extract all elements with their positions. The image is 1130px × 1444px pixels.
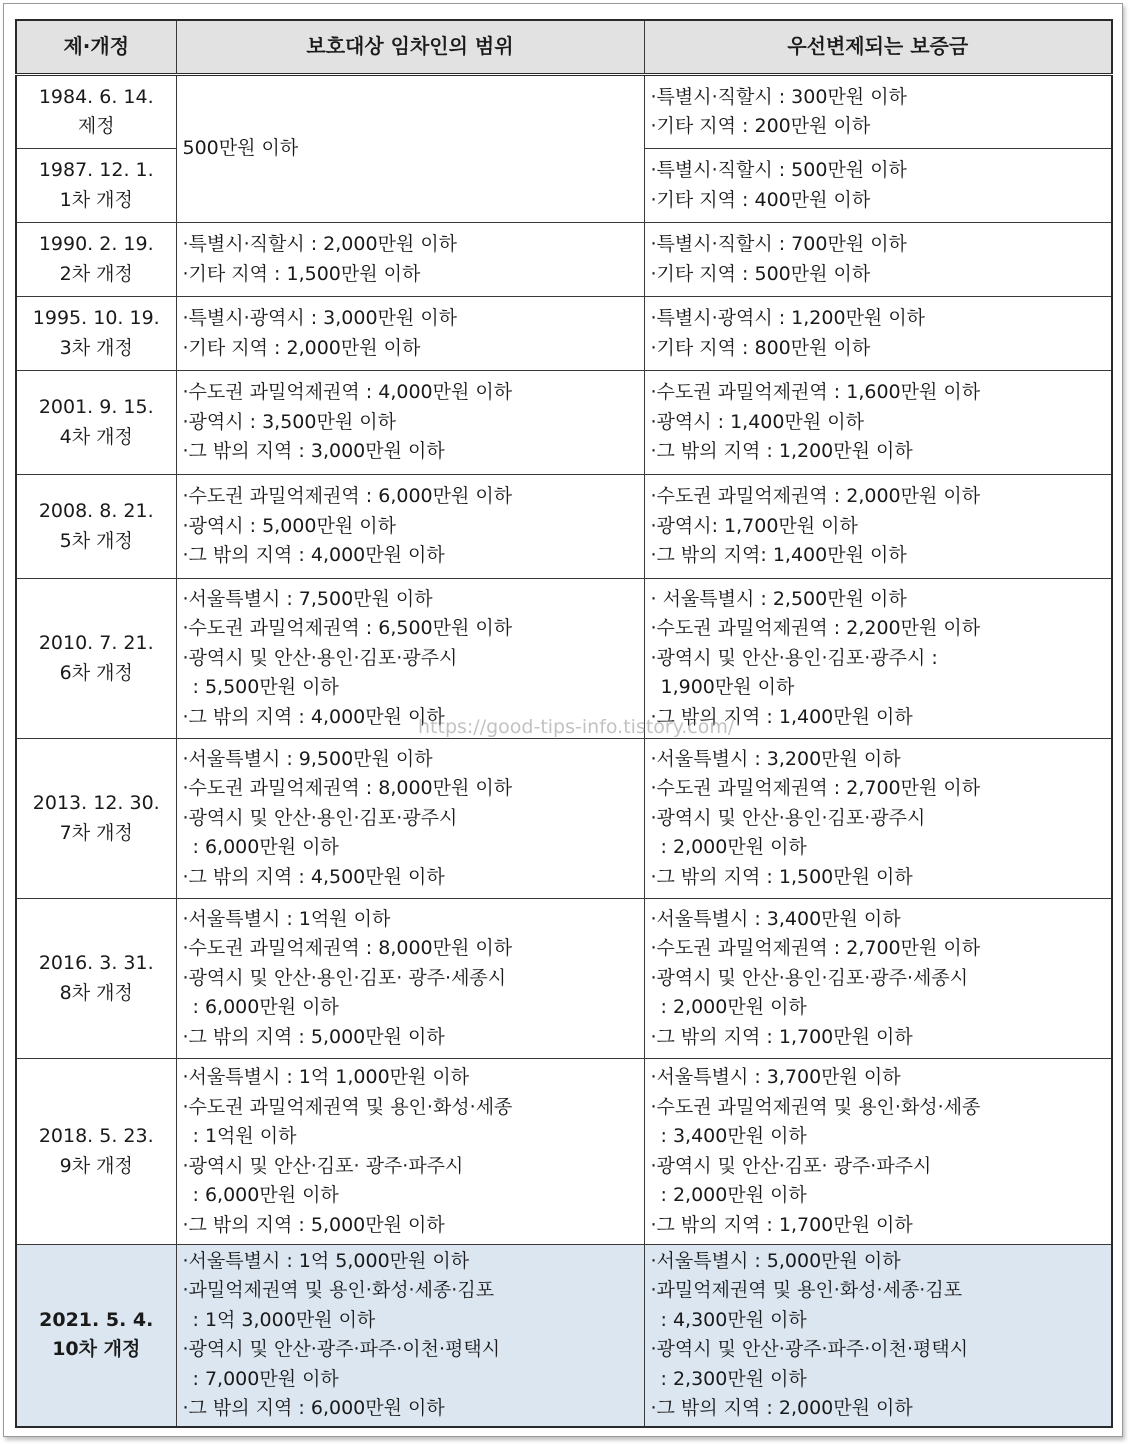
revision-label: 5차 개정 bbox=[59, 529, 133, 552]
protected-range-cell bbox=[176, 899, 644, 1059]
priority-deposit-line: 1,900만원 이하 bbox=[660, 676, 795, 699]
revision-date: 2013. 12. 30. bbox=[32, 792, 160, 814]
revision-date: 1995. 10. 19. bbox=[32, 307, 160, 329]
revision-date-cell bbox=[16, 371, 176, 475]
revision-label: 8차 개정 bbox=[59, 981, 133, 1004]
priority-deposit-cell bbox=[644, 223, 1112, 297]
protected-range-line: ·기타 지역 : 1,500만원 이하 bbox=[182, 262, 421, 285]
protected-range-line: : 6,000만원 이하 bbox=[192, 836, 339, 859]
priority-deposit-line: ·그 밖의 지역 : 1,400만원 이하 bbox=[650, 705, 913, 728]
priority-deposit-line: ·광역시 : 1,400만원 이하 bbox=[650, 410, 864, 433]
revision-date-cell bbox=[16, 223, 176, 297]
priority-deposit-cell bbox=[644, 149, 1112, 223]
priority-deposit-line: ·특별시·광역시 : 1,200만원 이하 bbox=[650, 307, 926, 329]
priority-deposit-line: ·그 밖의 지역 : 1,700만원 이하 bbox=[650, 1213, 913, 1236]
priority-deposit-line: ·광역시 및 안산·용인·김포·광주·세종시 bbox=[650, 966, 969, 989]
protected-range-line: ·그 밖의 지역 : 5,000만원 이하 bbox=[182, 1213, 445, 1236]
protected-range-line: ·수도권 과밀억제권역 : 4,000만원 이하 bbox=[182, 381, 513, 404]
header-protected-tenant-range: 보호대상 임차인의 범위 bbox=[176, 20, 644, 75]
table-row bbox=[16, 899, 1112, 1059]
protected-range-line: ·수도권 과밀억제권역 : 8,000만원 이하 bbox=[182, 777, 513, 800]
priority-deposit-line: ·수도권 과밀억제권역 : 2,700만원 이하 bbox=[650, 937, 981, 960]
protected-range-line: : 1억원 이하 bbox=[192, 1125, 297, 1147]
table-row bbox=[16, 475, 1112, 579]
priority-deposit-line: : 2,000만원 이하 bbox=[660, 836, 807, 859]
revision-label: 7차 개정 bbox=[59, 821, 133, 844]
revision-label: 6차 개정 bbox=[59, 661, 133, 684]
priority-deposit-line: ·그 밖의 지역 : 2,000만원 이하 bbox=[650, 1397, 913, 1420]
protected-range-line: : 1억 3,000만원 이하 bbox=[192, 1308, 376, 1331]
protected-range-line: ·서울특별시 : 9,500만원 이하 bbox=[182, 747, 433, 770]
priority-deposit-line: ·수도권 과밀억제권역 : 2,200만원 이하 bbox=[650, 617, 981, 640]
priority-deposit-line: ·서울특별시 : 3,400만원 이하 bbox=[650, 907, 901, 930]
revision-label: 3차 개정 bbox=[59, 336, 133, 359]
priority-deposit-line: : 3,400만원 이하 bbox=[660, 1125, 807, 1147]
priority-deposit-cell bbox=[644, 579, 1112, 739]
protected-range-line: : 6,000만원 이하 bbox=[192, 1184, 339, 1206]
protected-range-line: ·수도권 과밀억제권역 : 6,500만원 이하 bbox=[182, 617, 513, 640]
revision-date: 2001. 9. 15. bbox=[38, 396, 154, 418]
header-revision: 제·개정 bbox=[16, 20, 176, 75]
document-frame bbox=[3, 3, 1123, 1437]
protected-range-line: ·기타 지역 : 2,000만원 이하 bbox=[182, 336, 421, 359]
protected-range-line: : 7,000만원 이하 bbox=[192, 1367, 339, 1390]
revision-label: 4차 개정 bbox=[59, 425, 133, 448]
protected-range-line: ·특별시·직할시 : 2,000만원 이하 bbox=[182, 233, 458, 255]
priority-deposit-line: ·광역시 및 안산·용인·김포·광주시 : bbox=[650, 646, 938, 669]
watermark-url: https://good-tips-info.tistory.com/ bbox=[418, 716, 735, 738]
revision-date-cell bbox=[16, 739, 176, 899]
protected-range-cell bbox=[176, 223, 644, 297]
table-row bbox=[16, 371, 1112, 475]
protected-range-line: ·광역시 및 안산·김포· 광주·파주시 bbox=[182, 1154, 464, 1177]
priority-deposit-line: ·수도권 과밀억제권역 : 2,000만원 이하 bbox=[650, 485, 981, 508]
table-header-row bbox=[16, 20, 1112, 75]
protected-range-line: ·그 밖의 지역 : 5,000만원 이하 bbox=[182, 1025, 445, 1048]
priority-deposit-line: ·기타 지역 : 400만원 이하 bbox=[650, 188, 871, 211]
priority-deposit-cell bbox=[644, 475, 1112, 579]
protected-range-line: ·서울특별시 : 1억원 이하 bbox=[182, 907, 391, 930]
priority-deposit-line: : 4,300만원 이하 bbox=[660, 1308, 807, 1331]
protected-range-line: ·과밀억제권역 및 용인·화성·세종·김포 bbox=[182, 1279, 495, 1302]
protected-range-cell bbox=[176, 579, 644, 739]
revision-date-cell bbox=[16, 149, 176, 223]
priority-deposit-line: ·수도권 과밀억제권역 : 1,600만원 이하 bbox=[650, 381, 981, 404]
table-row bbox=[16, 579, 1112, 739]
protected-range-cell bbox=[176, 371, 644, 475]
protected-range-cell bbox=[176, 739, 644, 899]
priority-deposit-cell bbox=[644, 739, 1112, 899]
table-row bbox=[16, 1059, 1112, 1245]
protected-range-line: : 6,000만원 이하 bbox=[192, 996, 339, 1019]
priority-deposit-cell bbox=[644, 899, 1112, 1059]
revision-date: 1987. 12. 1. bbox=[38, 159, 154, 181]
revision-date-cell bbox=[16, 475, 176, 579]
header-priority-deposit: 우선변제되는 보증금 bbox=[644, 20, 1112, 75]
priority-deposit-line: ·그 밖의 지역 : 1,500만원 이하 bbox=[650, 865, 913, 888]
priority-deposit-cell bbox=[644, 75, 1112, 149]
priority-deposit-line: : 2,300만원 이하 bbox=[660, 1367, 807, 1390]
protected-range-line: ·광역시 : 5,000만원 이하 bbox=[182, 514, 396, 537]
revision-date: 2010. 7. 21. bbox=[38, 632, 154, 654]
priority-deposit-line: ·수도권 과밀억제권역 : 2,700만원 이하 bbox=[650, 777, 981, 800]
revision-date: 1984. 6. 14. bbox=[38, 85, 154, 108]
priority-deposit-cell bbox=[644, 297, 1112, 371]
protected-range-line: ·그 밖의 지역 : 4,500만원 이하 bbox=[182, 865, 445, 888]
protected-range-cell bbox=[176, 475, 644, 579]
protected-range-line: 500만원 이하 bbox=[182, 137, 299, 160]
table-row bbox=[16, 1245, 1112, 1427]
priority-deposit-line: ·기타 지역 : 500만원 이하 bbox=[650, 262, 871, 285]
priority-deposit-line: ·광역시 및 안산·광주·파주·이천·평택시 bbox=[650, 1338, 969, 1361]
revision-date: 2008. 8. 21. bbox=[38, 500, 154, 522]
priority-deposit-line: ·과밀억제권역 및 용인·화성·세종·김포 bbox=[650, 1279, 963, 1302]
protected-range-line: ·수도권 과밀억제권역 : 8,000만원 이하 bbox=[182, 937, 513, 960]
lease-protection-table bbox=[15, 19, 1113, 1428]
protected-range-line: ·그 밖의 지역 : 4,000만원 이하 bbox=[182, 544, 445, 567]
revision-label: 1차 개정 bbox=[59, 188, 133, 211]
priority-deposit-line: ·서울특별시 : 3,200만원 이하 bbox=[650, 747, 901, 770]
revision-date: 2018. 5. 23. bbox=[38, 1125, 154, 1147]
revision-date-cell bbox=[16, 297, 176, 371]
revision-label: 2차 개정 bbox=[59, 262, 133, 285]
protected-range-line: : 5,500만원 이하 bbox=[192, 676, 339, 699]
protected-range-cell bbox=[176, 75, 644, 223]
protected-range-line: ·광역시 및 안산·용인·김포·광주시 bbox=[182, 806, 458, 829]
priority-deposit-line: ·그 밖의 지역: 1,400만원 이하 bbox=[650, 544, 907, 567]
table-row bbox=[16, 739, 1112, 899]
protected-range-cell bbox=[176, 1245, 644, 1427]
revision-date-cell bbox=[16, 1245, 176, 1427]
priority-deposit-line: ·광역시 및 안산·용인·김포·광주시 bbox=[650, 806, 926, 829]
priority-deposit-line: ·기타 지역 : 200만원 이하 bbox=[650, 115, 871, 137]
priority-deposit-line: ·기타 지역 : 800만원 이하 bbox=[650, 336, 871, 359]
protected-range-line: ·그 밖의 지역 : 3,000만원 이하 bbox=[182, 440, 445, 463]
revision-date-cell bbox=[16, 1059, 176, 1245]
revision-date-cell bbox=[16, 75, 176, 149]
priority-deposit-line: ·수도권 과밀억제권역 및 용인·화성·세종 bbox=[650, 1095, 981, 1118]
protected-range-line: ·광역시 및 안산·용인·김포· 광주·세종시 bbox=[182, 966, 507, 989]
protected-range-line: ·광역시 및 안산·광주·파주·이천·평택시 bbox=[182, 1338, 501, 1361]
protected-range-line: ·그 밖의 지역 : 6,000만원 이하 bbox=[182, 1397, 445, 1420]
priority-deposit-line: ·서울특별시 : 3,700만원 이하 bbox=[650, 1066, 901, 1088]
priority-deposit-line: : 2,000만원 이하 bbox=[660, 1184, 807, 1206]
protected-range-line: ·수도권 과밀억제권역 및 용인·화성·세종 bbox=[182, 1095, 513, 1118]
table-row bbox=[16, 75, 1112, 149]
revision-label: 10차 개정 bbox=[52, 1338, 141, 1361]
table-row bbox=[16, 223, 1112, 297]
protected-range-line: ·서울특별시 : 1억 5,000만원 이하 bbox=[182, 1249, 470, 1272]
revision-date-cell bbox=[16, 899, 176, 1059]
priority-deposit-line: ·광역시: 1,700만원 이하 bbox=[650, 514, 858, 537]
protected-range-line: ·서울특별시 : 1억 1,000만원 이하 bbox=[182, 1066, 470, 1088]
priority-deposit-line: ·특별시·직할시 : 500만원 이하 bbox=[650, 159, 907, 181]
table-row bbox=[16, 297, 1112, 371]
priority-deposit-line: ·특별시·직할시 : 700만원 이하 bbox=[650, 233, 907, 255]
protected-range-line: ·서울특별시 : 7,500만원 이하 bbox=[182, 587, 433, 610]
revision-date-cell bbox=[16, 579, 176, 739]
priority-deposit-cell bbox=[644, 1245, 1112, 1427]
priority-deposit-line: : 2,000만원 이하 bbox=[660, 996, 807, 1019]
priority-deposit-line: ·그 밖의 지역 : 1,200만원 이하 bbox=[650, 440, 913, 463]
protected-range-line: ·그 밖의 지역 : 4,000만원 이하 bbox=[182, 705, 445, 728]
priority-deposit-cell bbox=[644, 371, 1112, 475]
revision-label: 제정 bbox=[77, 115, 115, 137]
protected-range-line: ·광역시 : 3,500만원 이하 bbox=[182, 410, 396, 433]
priority-deposit-line: ·광역시 및 안산·김포· 광주·파주시 bbox=[650, 1154, 932, 1177]
priority-deposit-line: ·특별시·직할시 : 300만원 이하 bbox=[650, 85, 907, 108]
revision-date: 2021. 5. 4. bbox=[39, 1308, 154, 1331]
protected-range-line: ·특별시·광역시 : 3,000만원 이하 bbox=[182, 307, 458, 329]
protected-range-line: ·광역시 및 안산·용인·김포·광주시 bbox=[182, 646, 458, 669]
priority-deposit-cell bbox=[644, 1059, 1112, 1245]
protected-range-line: ·수도권 과밀억제권역 : 6,000만원 이하 bbox=[182, 485, 513, 508]
revision-label: 9차 개정 bbox=[59, 1154, 133, 1177]
protected-range-cell bbox=[176, 297, 644, 371]
revision-date: 2016. 3. 31. bbox=[38, 952, 154, 974]
priority-deposit-line: ·서울특별시 : 5,000만원 이하 bbox=[650, 1249, 901, 1272]
revision-date: 1990. 2. 19. bbox=[38, 233, 154, 255]
priority-deposit-line: ·그 밖의 지역 : 1,700만원 이하 bbox=[650, 1025, 913, 1048]
priority-deposit-line: · 서울특별시 : 2,500만원 이하 bbox=[650, 587, 907, 610]
protected-range-cell bbox=[176, 1059, 644, 1245]
